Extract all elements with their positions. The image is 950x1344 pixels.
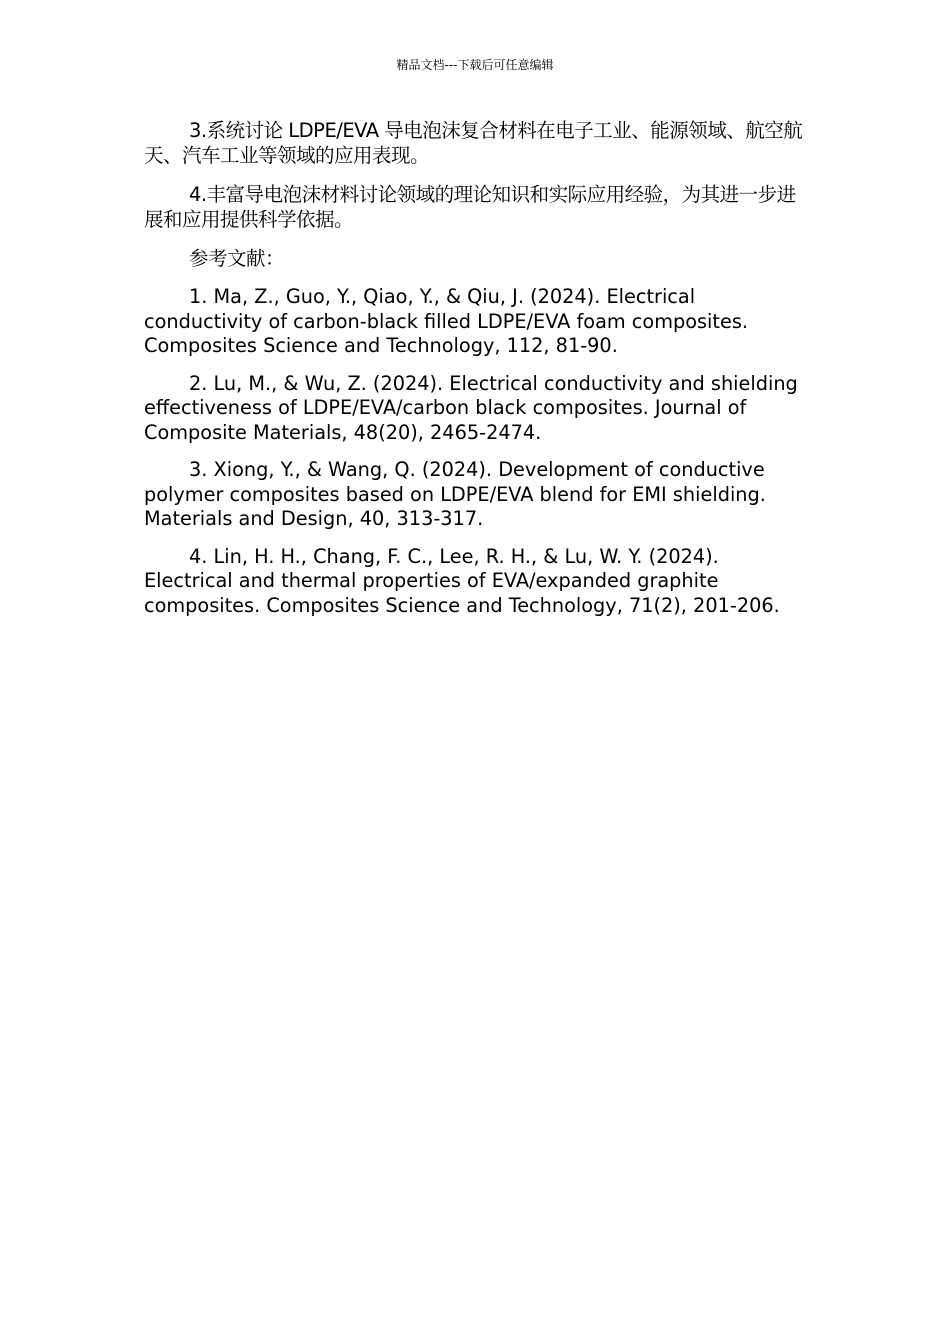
body-paragraph: 3.系统讨论 LDPE/EVA 导电泡沫复合材料在电子工业、能源领域、航空航天、汽车工业等领域的应用表现。 [144, 119, 803, 167]
page-header: 精品文档---下载后可任意编辑 [396, 58, 554, 72]
references-heading: 参考文献： [189, 247, 285, 270]
body-paragraph: 4.丰富导电泡沫材料讨论领域的理论知识和实际应用经验，为其进一步进展和应用提供科学依据。 [144, 183, 796, 231]
reference-item: 1. Ma, Z., Guo, Y., Qiao, Y., & Qiu, J. (2024). Electrical conductivity of carbon-black filled LDPE/EVA foam composites. Composites Science and Technology, 112, 81-90. [144, 285, 749, 357]
reference-item: 4. Lin, H. H., Chang, F. C., Lee, R. H., & Lu, W. Y. (2024). Electrical and thermal properties of EVA/expanded graphite composites. Composites Science and Technology, 71(2), 201-206. [144, 544, 780, 617]
reference-item: 3. Xiong, Y., & Wang, Q. (2024). Development of conductive polymer composites based on LDPE/EVA blend for EMI shielding. Materials and Design, 40, 313-317. [144, 458, 766, 530]
document-body [144, 118, 804, 631]
reference-item: 2. Lu, M., & Wu, Z. (2024). Electrical conductivity and shielding effectiveness of LDPE/EVA/carbon black composites. Journal of Composite Materials, 48(20), 2465-2474. [144, 371, 798, 444]
